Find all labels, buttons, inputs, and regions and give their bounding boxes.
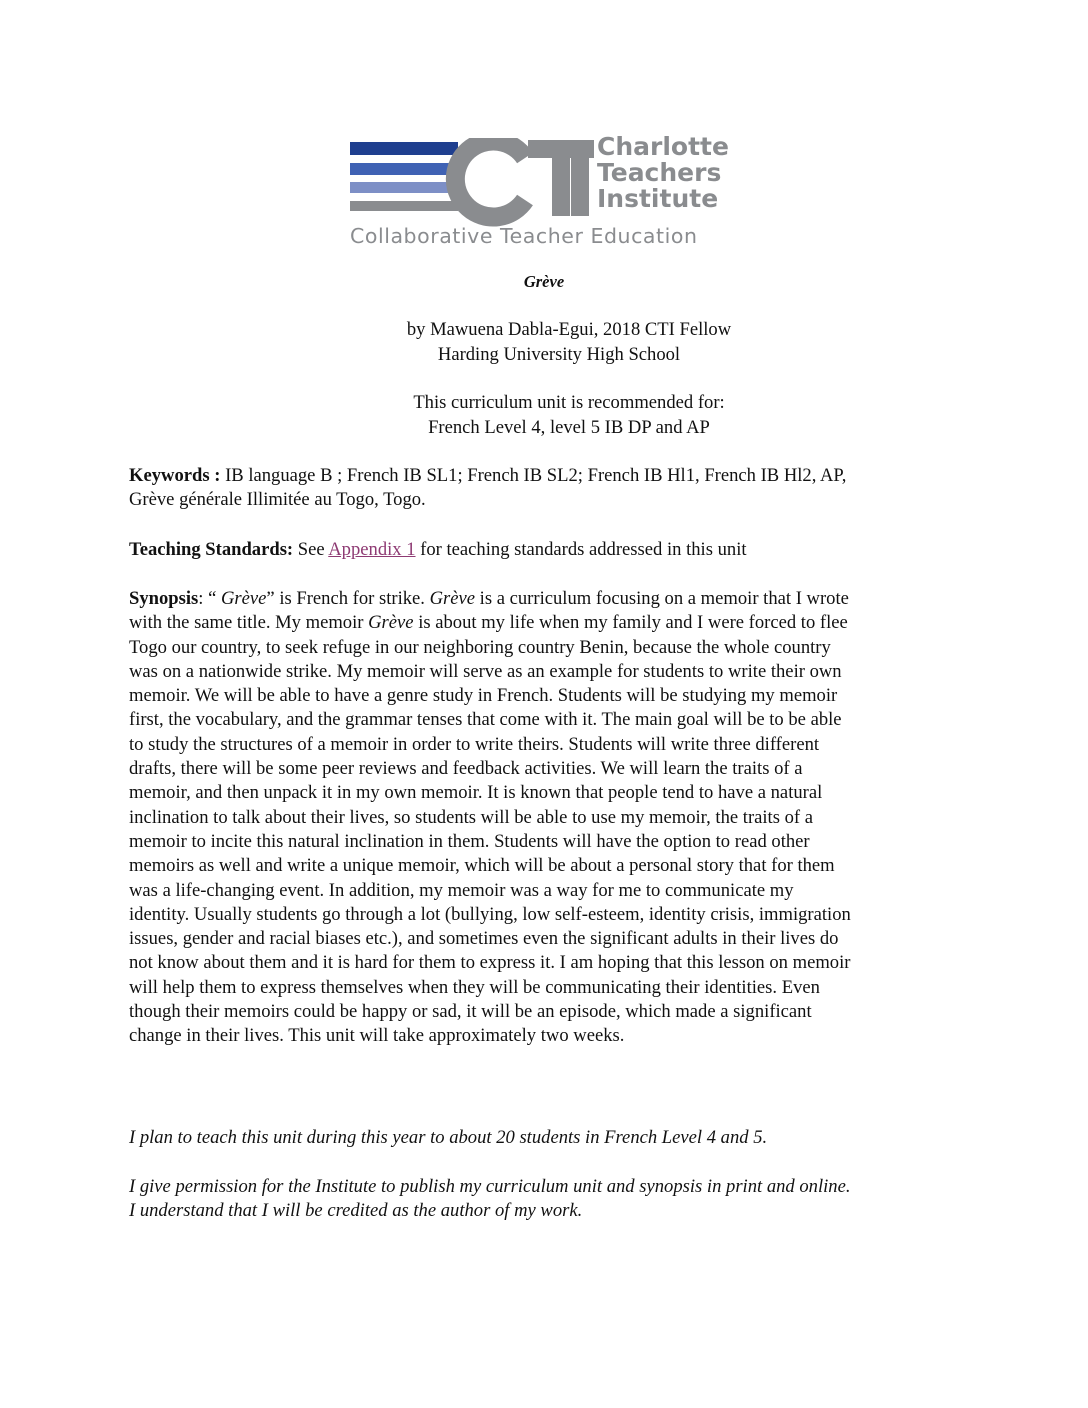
recommended-levels [0,416,1088,440]
synopsis-line-16: not know about them and it is hard for them to express it. I am hoping that this lesson on memoir [129,952,851,974]
cti-logo-name [597,134,747,212]
synopsis-line-6: first, the vocabulary, and the grammar tenses that come with it. The main goal will be to be able [129,709,842,731]
synopsis-greve-1: Grève [220,588,267,609]
synopsis-line-7: to study the structures of a memoir in order to write theirs. Students will write three different [129,733,820,755]
recommended-text-2: French Level 4, level 5 IB DP and AP [428,417,710,438]
synopsis-text-2c: is about my life when my family and I were forced to flee [413,612,848,634]
synopsis-line-5: memoir. We will be able to have a genre study in French. Students will be studying my memoir [129,685,838,707]
standards-paragraph [129,538,969,562]
synopsis-line-4: was on a nationwide strike. My memoir will serve as an example for students to write their own [129,660,842,682]
synopsis-text-1e: is a curriculum focusing on a memoir that I wrote [475,588,849,609]
synopsis-line-8: drafts, there will be some peer reviews and feedback activities. We will learn the traits of a [129,758,803,780]
synopsis-text-1c: ” is French for strike. [266,588,430,609]
synopsis-line-12: memoirs as well and write a unique memoir, which will be about a personal story that for them [129,855,835,877]
synopsis-line-17: will help them to express themselves when they will be communicating their identities. Even [129,976,820,998]
synopsis-line-14: identity. Usually students go through a lot (bullying, low self-esteem, identity crisis, immigration [129,903,851,925]
appendix-1-link[interactable]: Appendix 1 [328,539,416,560]
keywords-line-2: Grève générale Illimitée au Togo, Togo. [129,489,426,511]
school-name [0,343,1088,367]
permission-line-1: I give permission for the Institute to publish my curriculum unit and synopsis in print and online. [129,1176,851,1197]
keywords-paragraph [129,464,969,513]
keywords-label: Keywords : [129,465,221,486]
recommended-heading [0,391,1088,415]
cti-logo [350,132,740,256]
logo-name-line-2: Teachers [597,158,722,187]
cti-logo-tagline: Collaborative Teacher Education [350,224,698,248]
synopsis-line-18: though their memoirs could be happy or sad, it will be an episode, which made a significant [129,1001,812,1023]
keywords-text-1: IB language B ; French IB SL1; French IB SL2; French IB Hl1, French IB Hl2, AP, [220,465,847,486]
synopsis-text-2a: with the same title. My memoir [129,612,369,634]
synopsis-line-10: inclination to talk about their lives, so students will be able to use my memoir, the traits of a [129,806,813,828]
synopsis-line-2 [129,611,969,635]
teaching-plan-statement [129,1126,969,1150]
synopsis-text-1a: : “ [198,588,221,609]
synopsis-paragraph [129,587,969,1049]
byline-text: by Mawuena Dabla-Egui, 2018 CTI Fellow [406,319,732,340]
synopsis-greve-2: Grève [429,588,476,609]
permission-statement [129,1175,969,1224]
permission-line-2: I understand that I will be credited as the author of my work. [129,1200,583,1222]
synopsis-label: Synopsis [129,588,199,609]
recommended-text-1: This curriculum unit is recommended for: [413,392,725,413]
keywords-line-1 [129,464,969,488]
synopsis-line-3: Togo our country, to seek refuge in our neighboring country Benin, because the whole country [129,636,831,658]
plan-line: I plan to teach this unit during this year to about 20 students in French Level 4 and 5. [129,1127,768,1148]
synopsis-greve-3: Grève [368,612,414,634]
standards-post: for teaching standards addressed in this unit [415,539,747,560]
standards-pre: See [293,539,329,560]
synopsis-line-13: was a life-changing event. In addition, my memoir was a way for me to communicate my [129,879,794,901]
logo-name-line-3: Institute [597,184,719,213]
author-byline [0,318,1088,342]
synopsis-line-19: change in their lives. This unit will take approximately two weeks. [129,1025,625,1047]
school-text: Harding University High School [437,344,681,365]
standards-line [129,538,969,562]
synopsis-line-15: issues, gender and racial biases etc.), and sometimes even the significant adults in their lives do [129,928,839,950]
standards-label: Teaching Standards: [129,539,294,560]
logo-name-line-1: Charlotte [597,132,729,161]
synopsis-line-1 [129,587,969,611]
synopsis-line-11: memoir to incite this natural inclination in them. Students will have the option to read other [129,830,810,852]
unit-title: Grève [523,272,565,291]
synopsis-line-9: memoir, and then unpack it in my own memoir. It is known that people tend to have a natural [129,782,823,804]
